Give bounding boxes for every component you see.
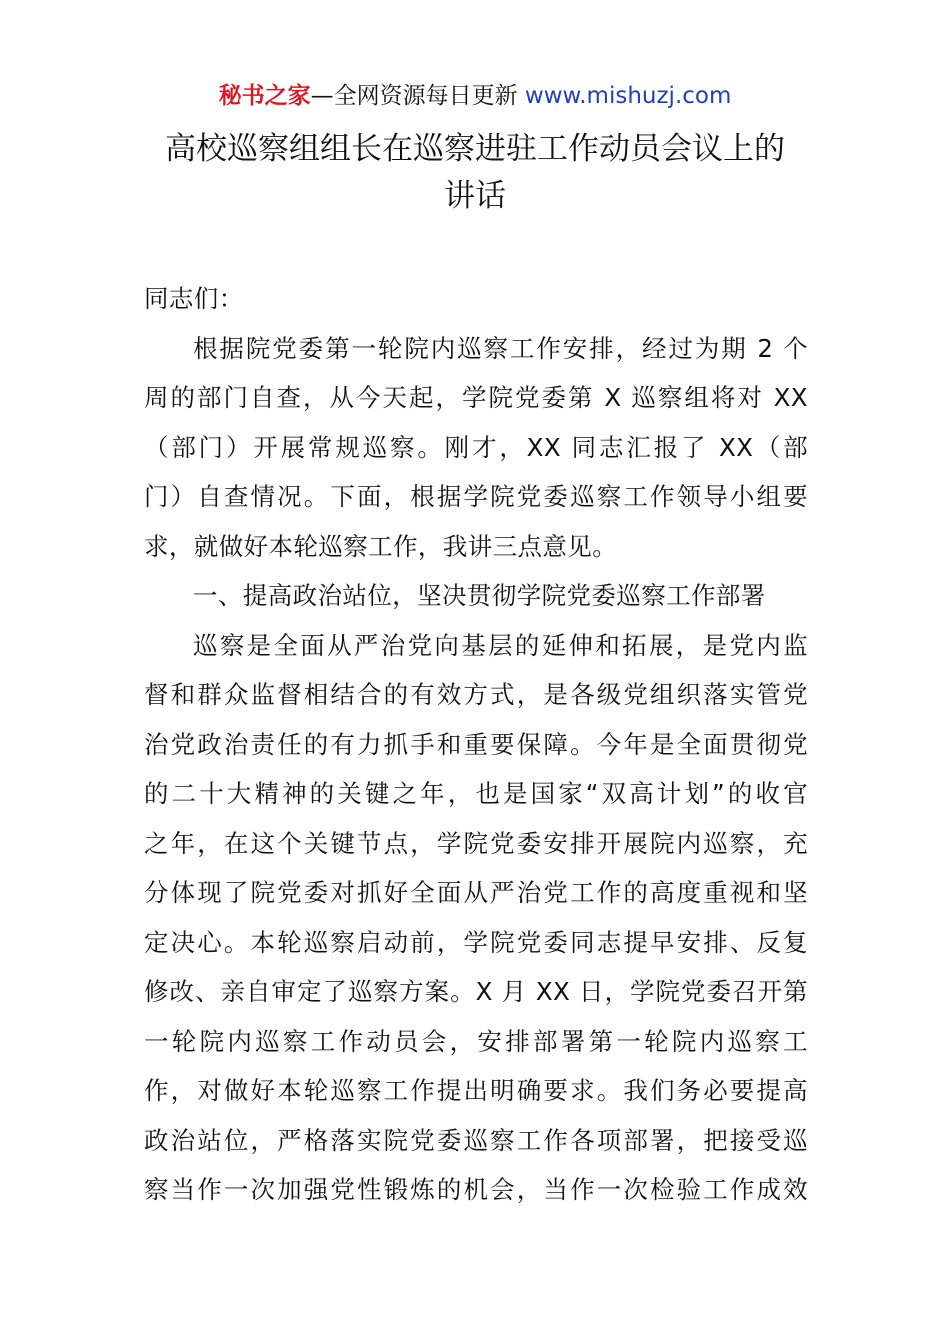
body-line: 督和群众监督相结合的有效方式，是各级党组织落实管党 <box>144 680 808 709</box>
body-line: 作，对做好本轮巡察工作提出明确要求。我们务必要提高 <box>144 1076 808 1105</box>
site-brand: 秘书之家 <box>218 83 311 109</box>
site-url-link[interactable]: www.mishuzj.com <box>524 83 732 109</box>
body-line: 巡察是全面从严治党向基层的延伸和拓展，是党内监 <box>193 630 808 660</box>
body-line: 一轮院内巡察工作动员会，安排部署第一轮院内巡察工 <box>144 1026 808 1056</box>
body-line: 修改、亲自审定了巡察方案。X 月 XX 日，学院党委召开第 <box>144 977 808 1006</box>
body-line: 求，就做好本轮巡察工作，我讲三点意见。 <box>144 531 618 561</box>
body-line: 定决心。本轮巡察启动前，学院党委同志提早安排、反复 <box>144 927 808 957</box>
site-tagline: —全网资源每日更新 <box>310 83 525 109</box>
body-line: （部门）开展常规巡察。刚才，XX 同志汇报了 XX（部 <box>144 432 808 462</box>
title-line: 讲话 <box>444 178 506 214</box>
body-line: 同志们： <box>144 284 244 313</box>
body-line: 根据院党委第一轮院内巡察工作安排，经过为期 2 个 <box>193 333 808 363</box>
body-line: 政治站位，严格落实院党委巡察工作各项部署，把接受巡 <box>144 1125 808 1155</box>
title-line: 高校巡察组组长在巡察进驻工作动员会议上的 <box>165 131 785 167</box>
body-line: 分体现了院党委对抓好全面从严治党工作的高度重视和坚 <box>144 878 808 907</box>
document-title <box>120 126 830 220</box>
body-line: 一、提高政治站位，坚决贯彻学院党委巡察工作部署 <box>193 581 766 610</box>
site-header <box>0 80 950 112</box>
body-line: 的二十大精神的关键之年，也是国家“双高计划”的收官 <box>144 779 808 808</box>
body-line: 察当作一次加强党性锻炼的机会，当作一次检验工作成效 <box>144 1175 808 1204</box>
body-line: 治党政治责任的有力抓手和重要保障。今年是全面贯彻党 <box>144 729 808 759</box>
body-line: 之年，在这个关键节点，学院党委安排开展院内巡察，充 <box>144 828 808 858</box>
body-line: 周的部门自查，从今天起，学院党委第 X 巡察组将对 XX <box>144 383 808 412</box>
body-line: 门）自查情况。下面，根据学院党委巡察工作领导小组要 <box>144 482 808 511</box>
document-body <box>144 274 808 1215</box>
